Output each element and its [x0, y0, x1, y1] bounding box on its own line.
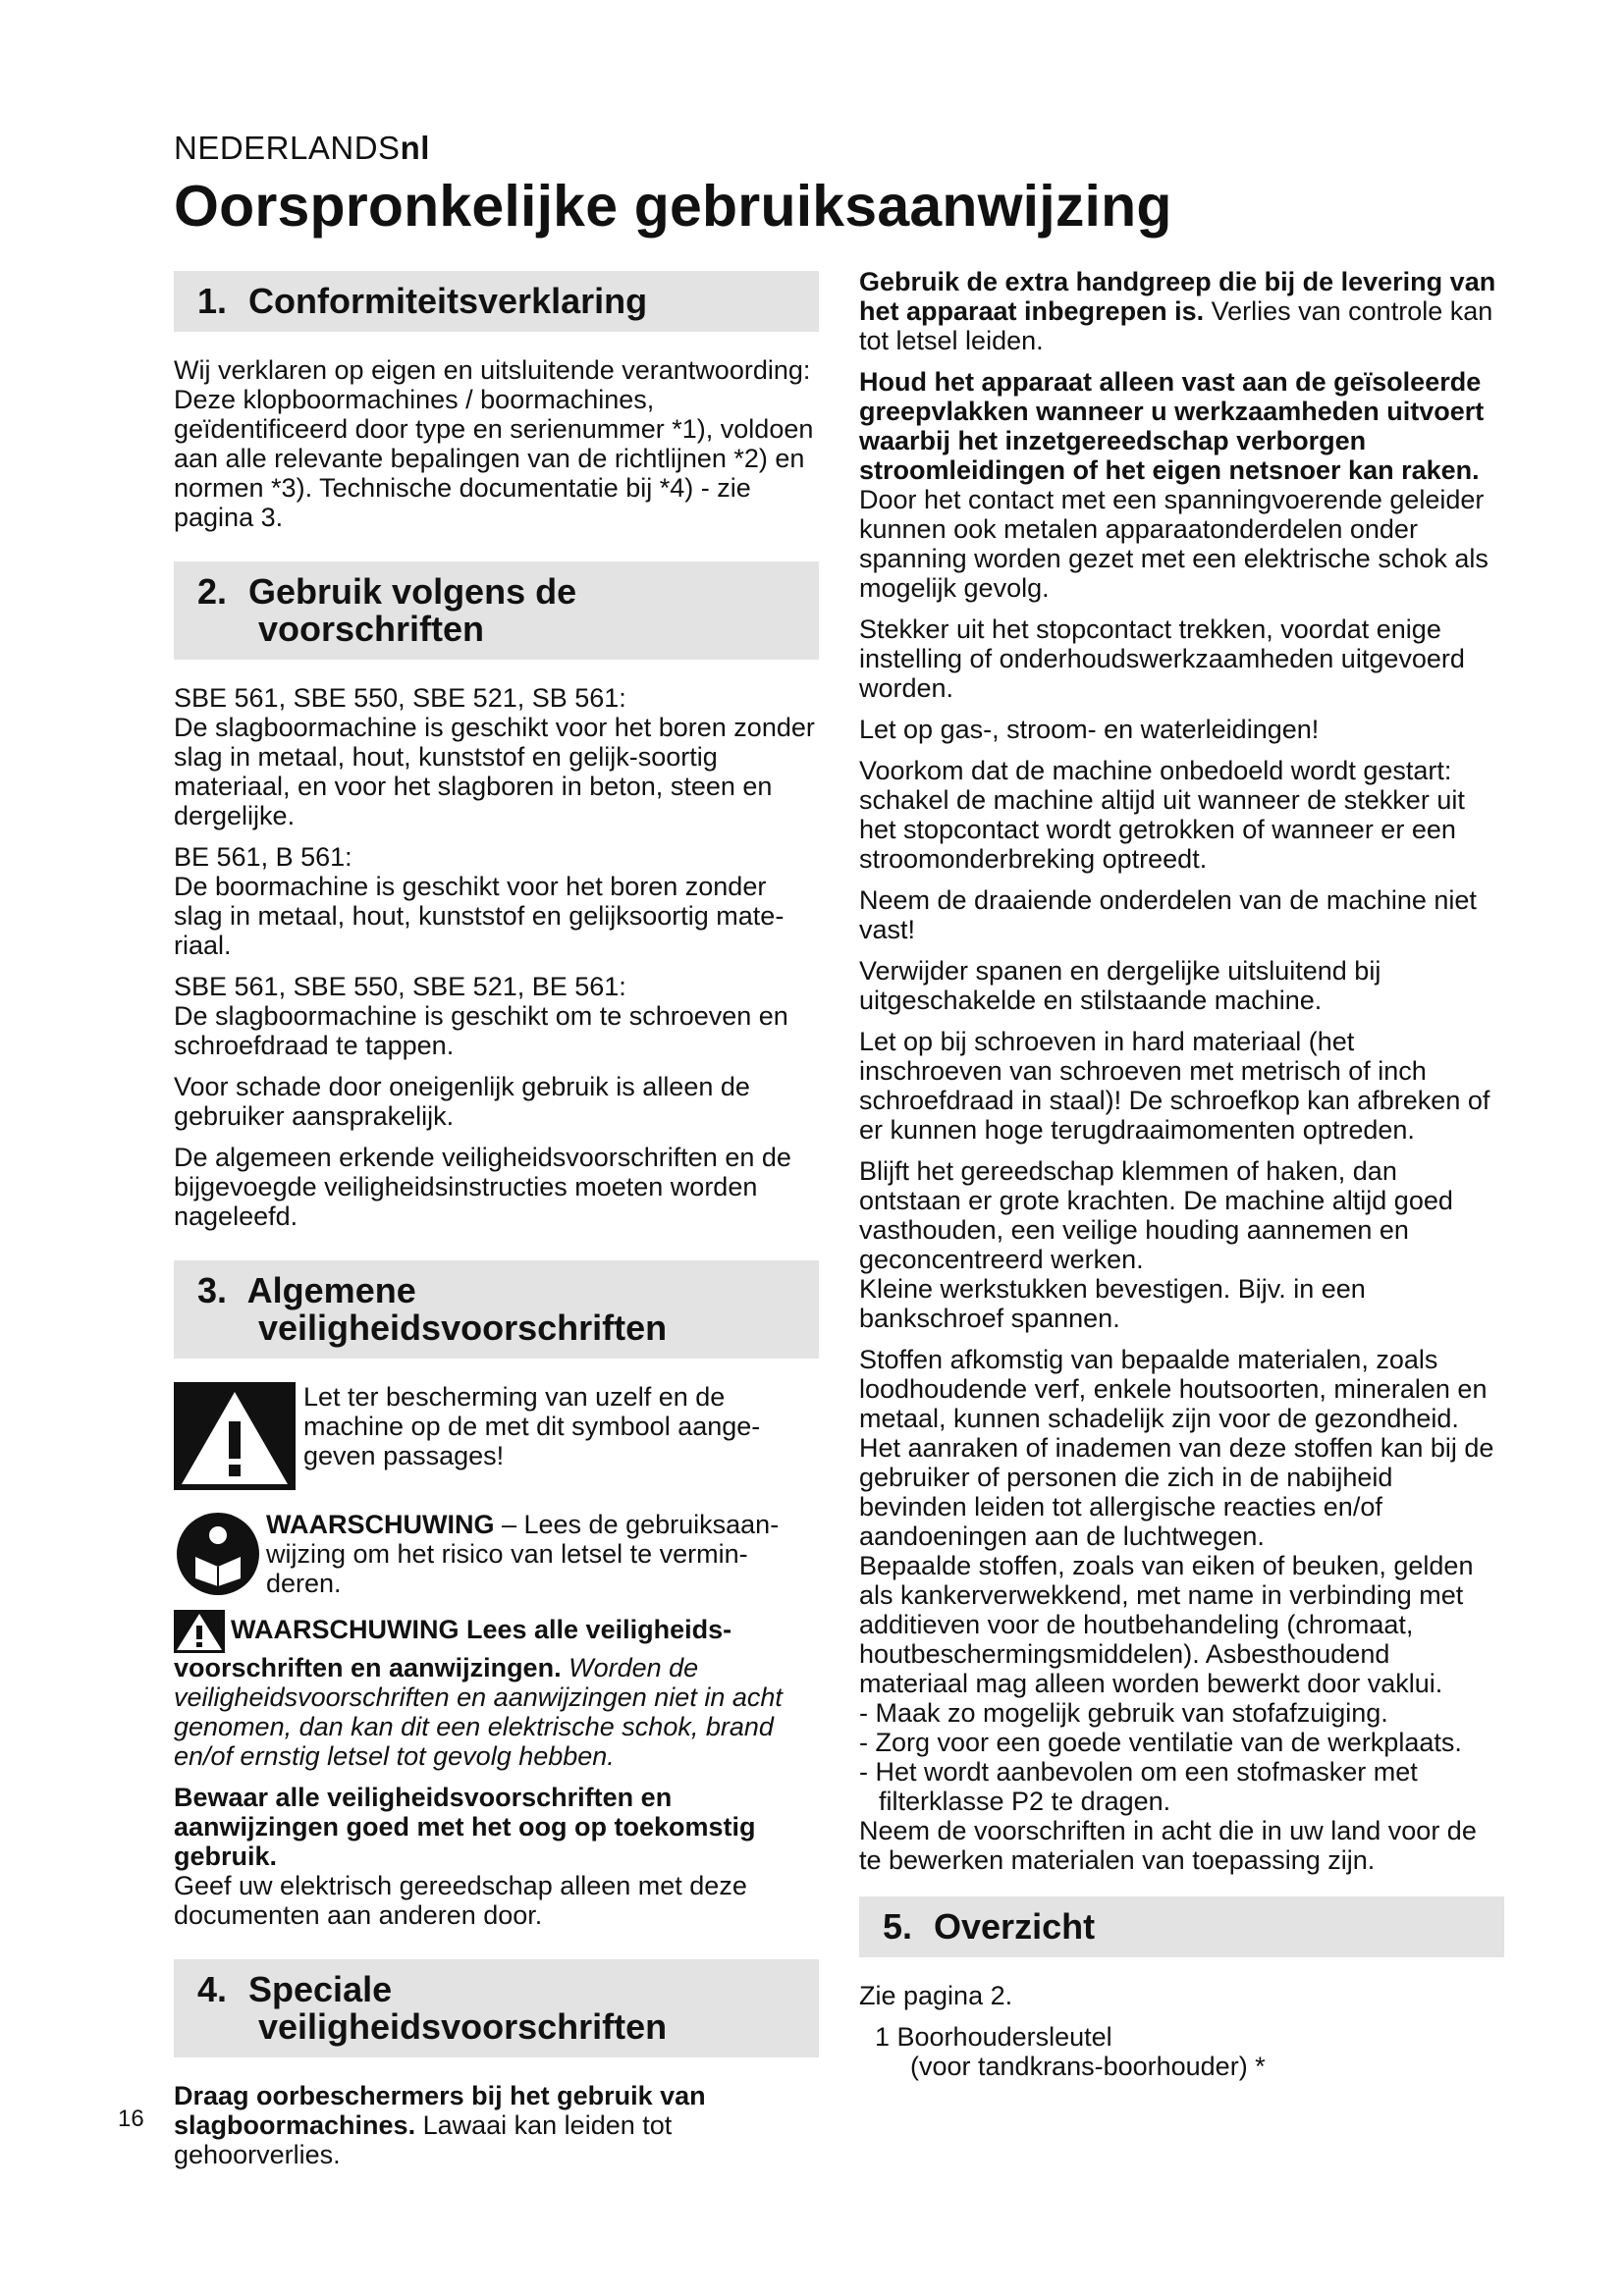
s2-para-3: SBE 561, SBE 550, SBE 521, BE 561: De slagboormachine is geschikt om te schroeven en schroefdraad te tappen.: [174, 972, 788, 1060]
read-manual-warning: [174, 1510, 819, 1598]
r-para-6: Neem de draaiende onderdelen van de machine niet vast!: [859, 885, 1477, 944]
keep-instructions: Bewaar alle veiligheidsvoorschriften en aanwijzingen goed met het oog op toekomstig gebruik. Geef uw elektrisch gereedschap alleen met deze documenten aan anderen door.: [174, 1783, 756, 1930]
r-para-4: Let op gas-, stroom- en waterleidingen!: [859, 715, 1320, 744]
r-para-5: Voorkom dat de machine onbedoeld wordt gestart: schakel de machine altijd uit wanneer de stekker uit het stopcontact wordt getrokken of wanneer er een stroomonderbreking optreedt.: [859, 756, 1465, 874]
warning-triangle-icon: [174, 1382, 296, 1490]
s1-text: Wij verklaren op eigen en uitsluitende verantwoording: Deze klopboormachines / boormachines, geïdentificeerd door type en serienummer *1), voldoen aan alle relevante bepalingen van de richtlijnen *2) en normen *3). Technische documentatie bij *4) - zie pagina 3.: [174, 355, 814, 532]
section-4-heading: 4. Speciale veiligheidsvoorschriften: [174, 1959, 819, 2057]
list-item: - Zorg voor een goede ventilatie van de werkplaats.: [859, 1728, 1462, 1757]
list-item: - Het wordt aanbevolen om een stofmasker met filterklasse P2 te dragen.: [859, 1757, 1418, 1816]
page-title: Oorspronkelijke gebruiksaanwijzing: [174, 174, 1172, 239]
r-para-7: Verwijder spanen en dergelijke uitsluitend bij uitgeschakelde en stilstaande machine.: [859, 956, 1381, 1015]
s4-text: Draag oorbeschermers bij het gebruik van slagboormachines. Lawaai kan leiden tot gehoorverlies.: [174, 2081, 706, 2169]
section-3-heading: 3. Algemene veiligheidsvoorschriften: [174, 1260, 819, 1359]
r-para-1: Gebruik de extra handgreep die bij de levering van het apparaat inbegrepen is. Verlies van controle kan tot letsel leiden.: [859, 267, 1496, 355]
general-warning: WAARSCHUWING Lees alle veiligheids-voorschriften en aanwijzingen. Worden de veiligheidsvoorschriften en aanwijzingen niet in acht genomen, dan kan dit een elektrische schok, brand en/of ernstig letsel tot gevolg hebben.: [174, 1610, 819, 1771]
r-para-12: Bepaalde stoffen, zoals van eiken of beuken, gelden als kankerverwekkend, met name in verbinding met additieven voor de houtbehandeling (chromaat, houtbeschermingsmiddelen). Asbesthoudend materiaal mag alleen worden bewerkt door vaklui.: [859, 1551, 1474, 1698]
section-5-heading: 5. Overzicht: [859, 1896, 1504, 1957]
s2-para-4: Voor schade door oneigenlijk gebruik is alleen de gebruiker aansprakelijk.: [174, 1072, 750, 1131]
section-1-heading: 1. Conformiteitsverklaring: [174, 271, 819, 332]
dust-list: [859, 1698, 1504, 1816]
section-2-heading: 2. Gebruik volgens de voorschriften: [174, 561, 819, 660]
read-manual-icon: [174, 1510, 262, 1598]
s2-para-2: BE 561, B 561: De boormachine is geschikt voor het boren zonder slag in metaal, hout, kunststof en gelijksoortig mate-riaal.: [174, 842, 785, 960]
warning-symbol-text: Let ter bescherming van uzelf en de machine op de met dit symbool aange-geven passages!: [303, 1382, 761, 1470]
small-warning-icon: [174, 1610, 225, 1653]
right-column: [859, 267, 1504, 2081]
s2-para-5: De algemeen erkende veiligheidsvoorschriften en de bijgevoegde veiligheidsinstructies moeten worden nageleefd.: [174, 1143, 791, 1231]
list-item: - Maak zo mogelijk gebruik van stofafzuiging.: [859, 1698, 1388, 1728]
language-label: NEDERLANDSnl: [174, 130, 430, 166]
r-para-11: Stoffen afkomstig van bepaalde materialen, zoals loodhoudende verf, enkele houtsoorten, mineralen en metaal, kunnen schadelijk zijn voor de gezondheid. Het aanraken of inademen van deze stoffen kan bij de gebruiker of personen die zich in de nabijheid bevinden leiden tot allergische reacties en/of aandoeningen aan de luchtwegen.: [859, 1345, 1494, 1551]
left-column: [174, 271, 819, 2181]
warning-symbol-note: [174, 1382, 819, 1490]
s5-text: Zie pagina 2.: [859, 1981, 1013, 2010]
r-para-13: Neem de voorschriften in acht die in uw land voor de te bewerken materialen van toepassing zijn.: [859, 1816, 1477, 1875]
r-para-8: Let op bij schroeven in hard materiaal (het inschroeven van schroeven met metrisch of inch schroefdraad in staal)! De schroefkop kan afbreken of er kunnen hoge terugdraaimomenten optreden.: [859, 1027, 1490, 1145]
overview-item-1: 1 Boorhoudersleutel (voor tandkrans-boorhouder) *: [875, 2022, 1266, 2081]
r-para-9: Blijft het gereedschap klemmen of haken, dan ontstaan er grote krachten. De machine altijd goed vasthouden, een veilige houding aannemen en geconcentreerd werken.: [859, 1156, 1453, 1274]
r-para-2: Houd het apparaat alleen vast aan de geïsoleerde greepvlakken wanneer u werkzaamheden uitvoert waarbij het inzetgereedschap verborgen stroomleidingen of het eigen netsnoer kan raken. Door het contact met een spanningvoerende geleider kunnen ook metalen apparaatonderdelen onder spanning worden gezet met een elektrische schok als mogelijk gevolg.: [859, 367, 1489, 603]
read-manual-text: WAARSCHUWING – Lees de gebruiksaan-wijzing om het risico van letsel te vermin-deren.: [266, 1510, 780, 1598]
page-number: 16: [118, 2106, 144, 2132]
r-para-10: Kleine werkstukken bevestigen. Bijv. in een bankschroef spannen.: [859, 1274, 1366, 1333]
s2-para-1: SBE 561, SBE 550, SBE 521, SB 561: De slagboormachine is geschikt voor het boren zonder slag in metaal, hout, kunststof en gelijk-soortig materiaal, en voor het slagboren in beton, steen en dergelijke.: [174, 683, 815, 830]
r-para-3: Stekker uit het stopcontact trekken, voordat enige instelling of onderhoudswerkzaamheden uitgevoerd worden.: [859, 614, 1465, 703]
